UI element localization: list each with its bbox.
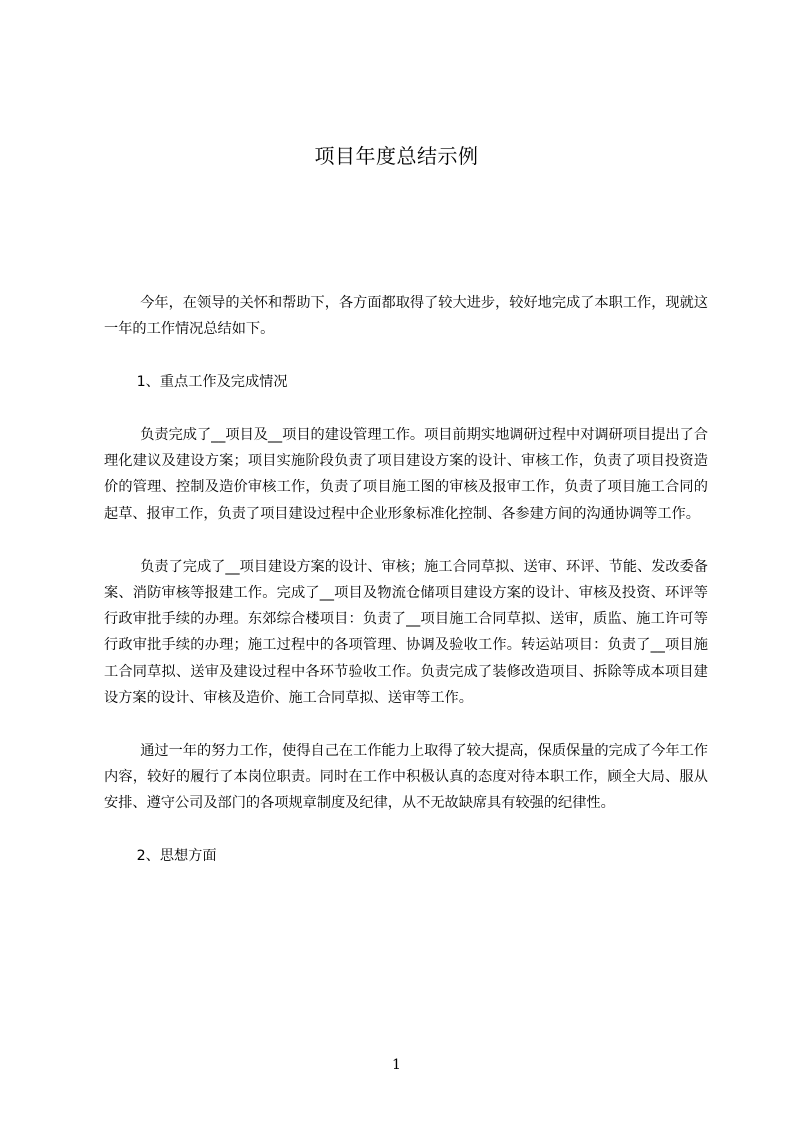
document-title: 项目年度总结示例 [314, 144, 479, 168]
body-paragraph: 负责完成了__项目及__项目的建设管理工作。项目前期实地调研过程中对调研项目提出了合理化建议及建设方案；项目实施阶段负责了项目建设方案的设计、审核工作，负责了项目投资造价的管理、控制及造价审核工作，负责了项目施工图的审核及报审工作，负责了项目施工合同的起草、报审工作，负责了项目建设过程中企业形象标准化控制、各参建方间的沟通协调等工作。 [104, 426, 708, 522]
body-paragraph: 负责了完成了__项目建设方案的设计、审核；施工合同草拟、送审、环评、节能、发改委备案、消防审核等报建工作。完成了__项目及物流仓储项目建设方案的设计、审核及投资、环评等行政审批手续的办理。东郊综合楼项目：负责了__项目施工合同草拟、送审，质监、施工许可等行政审批手续的办理；施工过程中的各项管理、协调及验收工作。转运站项目：负责了__项目施工合同草拟、送审及建设过程中各环节验收工作。负责完成了装修改造项目、拆除等成本项目建设方案的设计、审核及造价、施工合同草拟、送审等工作。 [104, 558, 708, 707]
section-heading-thinking: 2、思想方面 [136, 848, 217, 865]
section-heading-key-work: 1、重点工作及完成情况 [136, 374, 288, 391]
intro-paragraph: 今年，在领导的关怀和帮助下，各方面都取得了较大进步，较好地完成了本职工作，现就这一年的工作情况总结如下。 [104, 295, 708, 338]
page-number: 1 [392, 1057, 401, 1073]
body-paragraph: 通过一年的努力工作，使得自己在工作能力上取得了较大提高，保质保量的完成了今年工作内容，较好的履行了本岗位职责。同时在工作中积极认真的态度对待本职工作，顾全大局、服从安排、遵守公司及部门的各项规章制度及纪律，从不无故缺席具有较强的纪律性。 [104, 742, 708, 812]
document-body [104, 290, 708, 896]
